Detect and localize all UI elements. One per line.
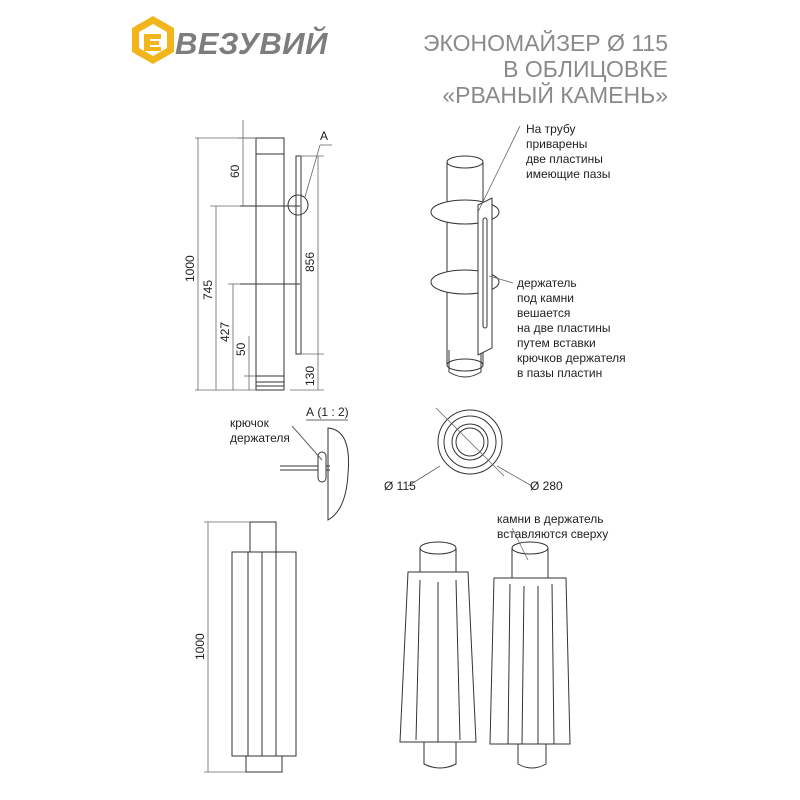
note-line: в пазы пластин — [517, 366, 603, 380]
iso-open-holder — [400, 542, 476, 768]
hook-note — [230, 416, 290, 446]
plates-note — [526, 122, 610, 182]
clad-side-view — [204, 522, 296, 772]
detail-a-hook — [280, 420, 349, 520]
note-line: вставляются сверху — [497, 527, 609, 541]
iso-stone-holder — [490, 528, 570, 768]
dim-856: 856 — [303, 251, 317, 272]
brand-name: ВЕЗУВИЙ — [175, 26, 328, 61]
note-line: на две пластины — [517, 321, 611, 335]
dim-1000-top: 1000 — [183, 255, 197, 282]
callout-a: А — [320, 129, 329, 143]
dim-60: 60 — [228, 164, 242, 178]
stones-note — [497, 512, 608, 542]
plan-view — [408, 408, 532, 486]
dim-130: 130 — [303, 365, 317, 386]
note-line: путем вставки — [517, 336, 596, 350]
note-line: имеющие пазы — [526, 167, 611, 181]
note-line: приварены — [526, 137, 588, 151]
note-line: вешается — [517, 306, 571, 320]
dim-115: Ø 115 — [384, 479, 416, 493]
dim-745: 745 — [201, 279, 215, 300]
note-line: держатель — [517, 276, 577, 290]
dim-280: Ø 280 — [530, 479, 563, 493]
note-line: две пластины — [526, 152, 603, 166]
detail-a-label: А (1 : 2) — [306, 405, 349, 419]
note-line: крючок — [230, 416, 269, 430]
dim-50: 50 — [234, 342, 248, 356]
title-line-1: ЭКОНОМАЙЗЕР Ø 115 — [422, 30, 668, 56]
note-line: На трубу — [526, 122, 576, 136]
holder-note — [517, 276, 626, 381]
note-line: камни в держатель — [497, 512, 604, 526]
title-line-2: В ОБЛИЦОВКЕ — [503, 56, 668, 82]
dim-427: 427 — [218, 321, 232, 342]
note-line: держателя — [230, 431, 290, 445]
note-line: крючков держателя — [517, 351, 626, 365]
dim-1000-bottom: 1000 — [193, 633, 207, 660]
side-view-pipe — [240, 138, 308, 390]
note-line: под камни — [517, 291, 575, 305]
title-line-3: «РВАНЫЙ КАМЕНЬ» — [442, 82, 668, 108]
